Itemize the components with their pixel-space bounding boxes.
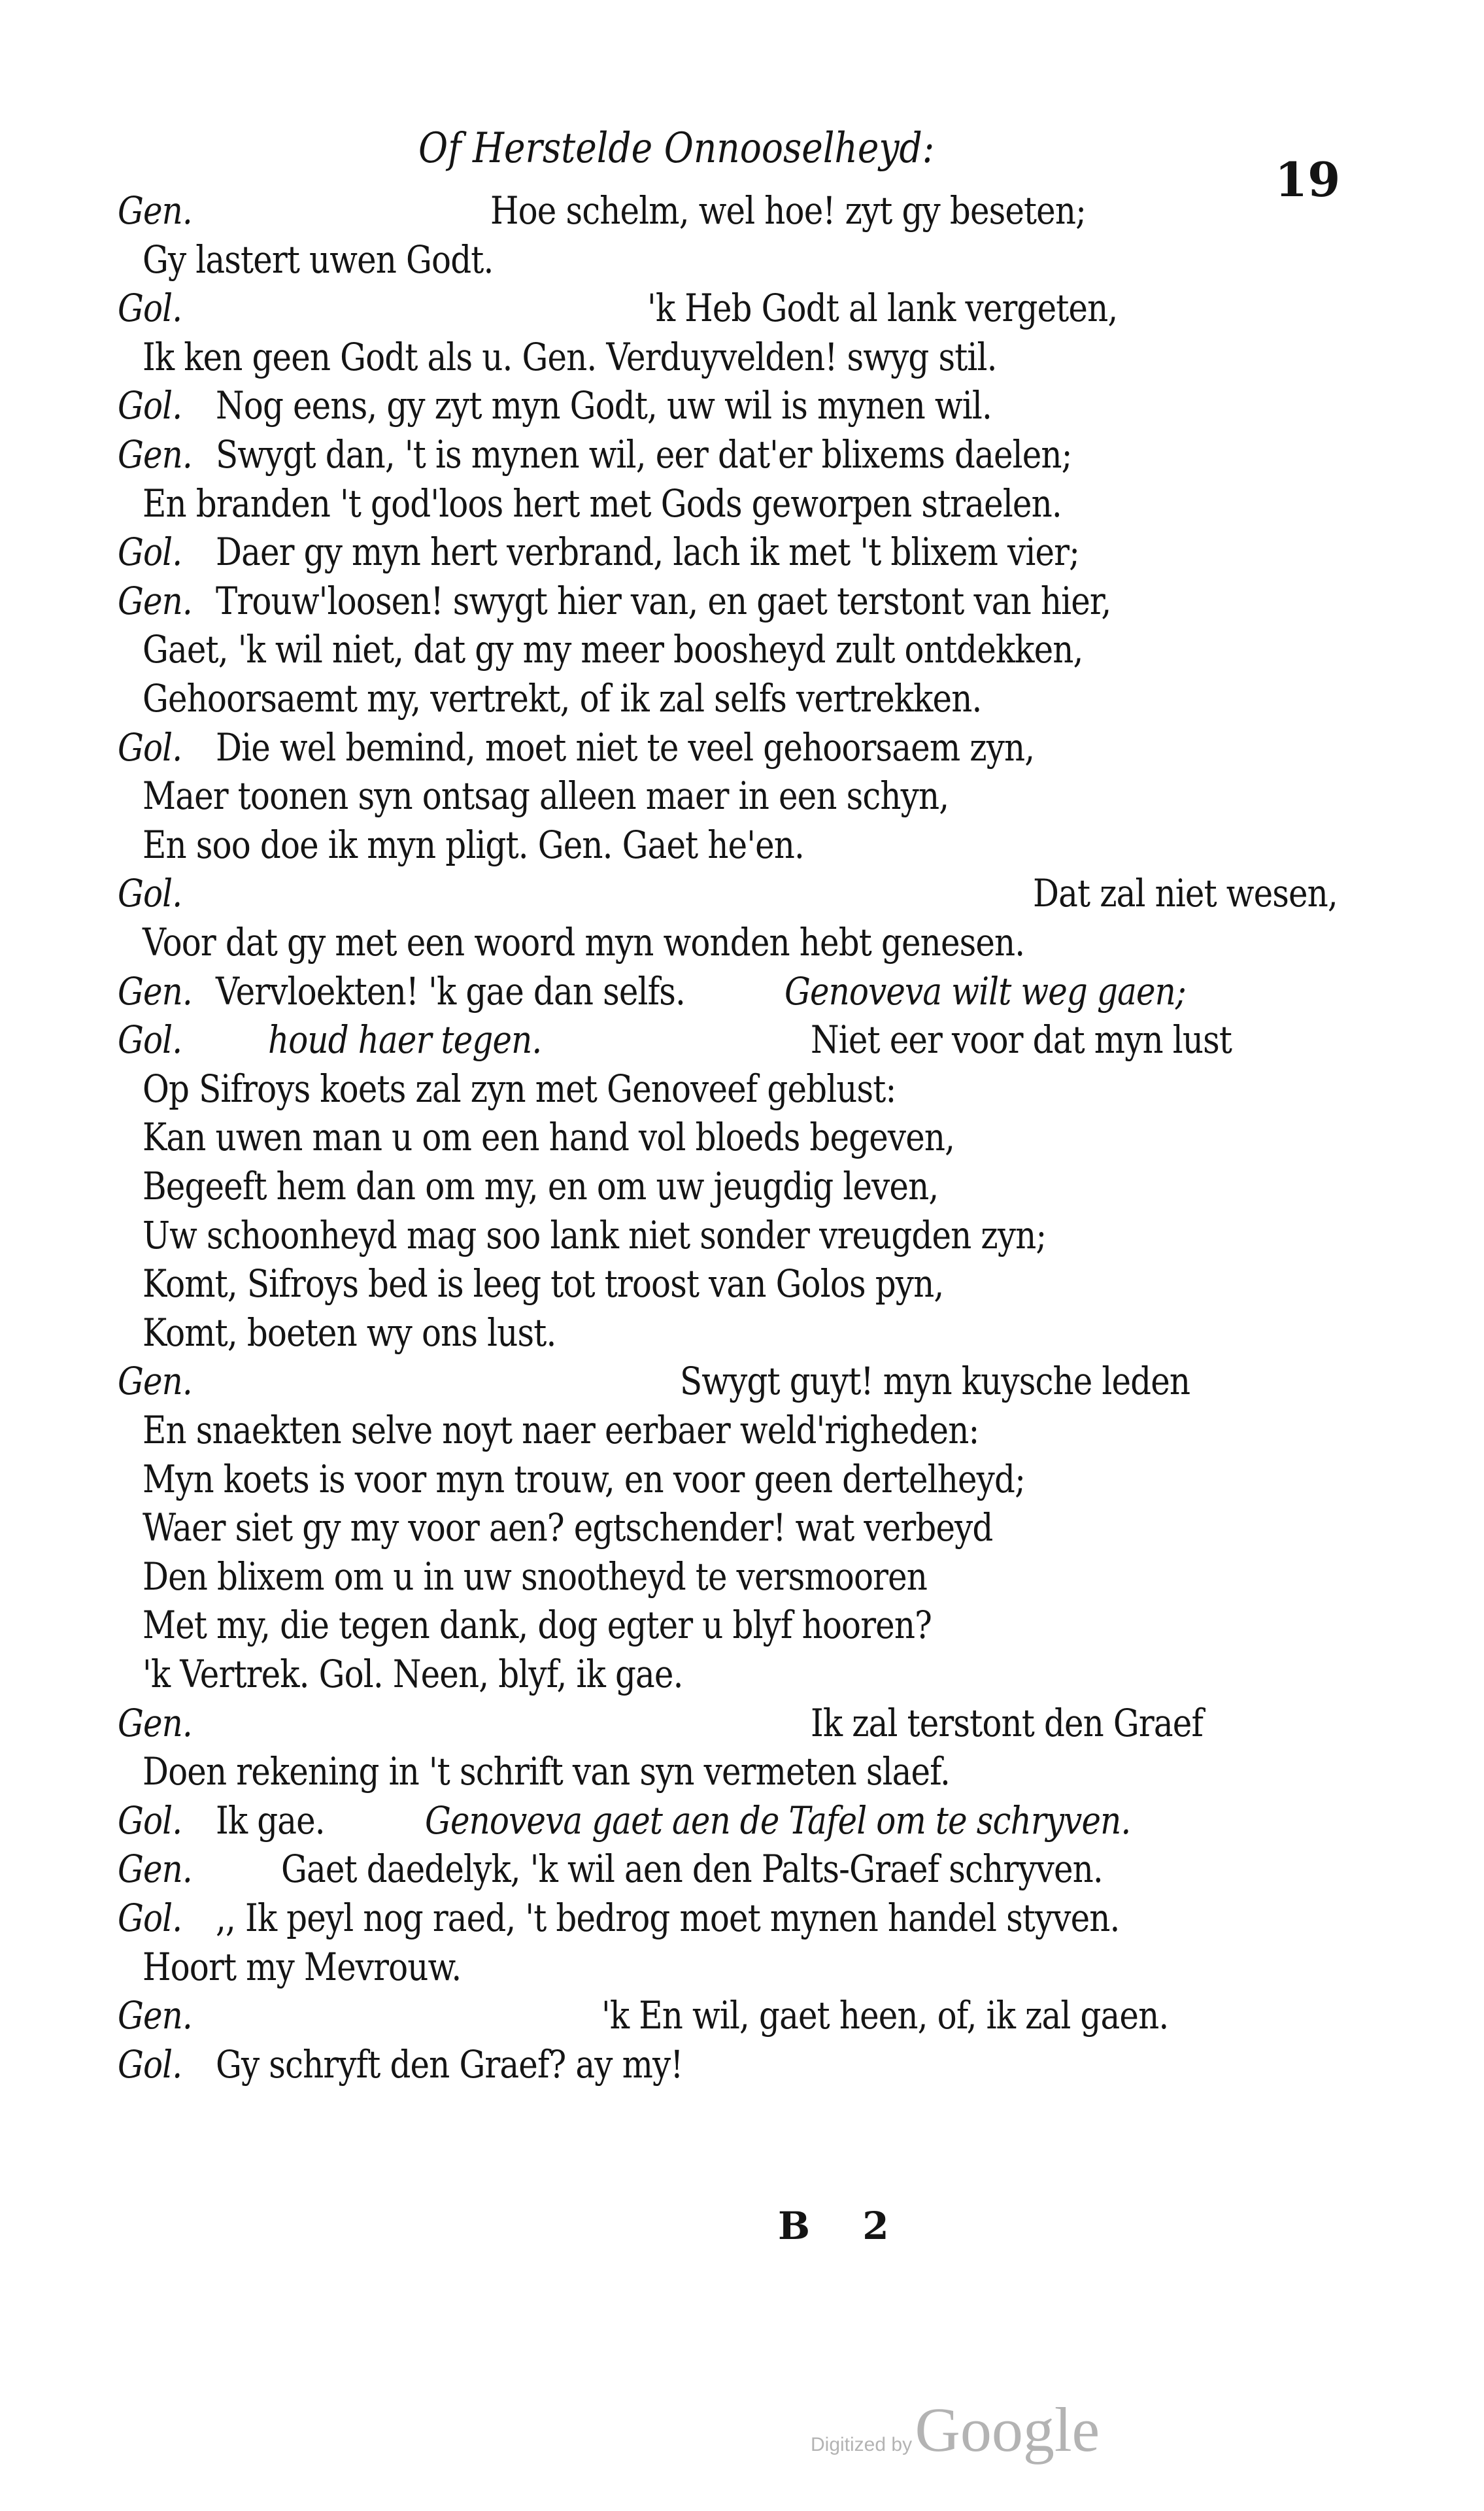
verse-text: Ik zal terstont den Graef: [810, 1701, 1204, 1745]
text-line: [118, 1892, 1186, 1944]
verse-text: Uw schoonheyd mag soo lank niet sonder vreugden zyn;: [143, 1213, 1047, 1257]
verse-text: ,, Ik peyl nog raed, 't bedrog moet mynen handel styven.: [215, 1896, 1120, 1940]
text-line: [118, 379, 1186, 432]
text-line: [143, 477, 1211, 530]
page-number: 19: [1275, 152, 1341, 207]
speaker-label: Gen.: [118, 432, 192, 477]
speaker-label: Gen.: [118, 1847, 192, 1891]
verse-text: Den blixem om u in uw snootheyd te versmooren: [143, 1554, 928, 1599]
digitized-watermark: [811, 2393, 1100, 2466]
text-line: [143, 1063, 1211, 1115]
verse-text: Niet eer voor dat myn lust: [810, 1017, 1232, 1062]
verse-text: 'k Vertrek. Gol. Neen, blyf, ik gae.: [143, 1652, 683, 1696]
speaker-label: Gol.: [118, 871, 182, 915]
verse-text: Met my, die tegen dank, dog egter u blyf hooren?: [143, 1603, 932, 1647]
text-line: [143, 1550, 1211, 1603]
text-line: [143, 1941, 1211, 1993]
text-line: [118, 1843, 1186, 1895]
stage-direction: houd haer tegen.: [267, 1017, 542, 1062]
text-line: [143, 1111, 1211, 1163]
speaker-label: Gol.: [118, 725, 182, 770]
verse-text: Swygt dan, 't is mynen wil, eer dat'er blixems daelen;: [215, 432, 1072, 477]
text-line: [118, 1989, 1186, 2041]
speaker-label: Gol.: [118, 286, 182, 330]
verse-text: Vervloekten! 'k gae dan selfs.: [215, 969, 685, 1014]
text-line: [118, 721, 1186, 774]
verse-text: 'k En wil, gaet heen, of, ik zal gaen.: [601, 1993, 1169, 2038]
text-line: [143, 770, 1211, 822]
verse-text: Trouw'loosen! swygt hier van, en gaet terstont van hier,: [215, 579, 1111, 623]
verse-text: Begeeft hem dan om my, en om uw jeugdig leven,: [143, 1164, 939, 1208]
text-line: [143, 1404, 1211, 1456]
speaker-label: Gol.: [118, 530, 182, 574]
text-line: [118, 1014, 1232, 1066]
text-line: [118, 282, 1186, 334]
verse-text: En snaekten selve noyt naer eerbaer weld'righeden:: [143, 1408, 979, 1452]
verse-text: 'k Heb Godt al lank vergeten,: [647, 286, 1118, 330]
stage-direction: Genoveva gaet aen de Tafel om te schryven.: [424, 1798, 1131, 1843]
text-line: [143, 1160, 1211, 1212]
text-line: [143, 1257, 1211, 1310]
google-logo: Google: [915, 2395, 1100, 2465]
text-line: [143, 819, 1211, 871]
verse-text: Doen rekening in 't schrift van syn vermeten slaef.: [143, 1749, 951, 1794]
verse-text: Op Sifroys koets zal zyn met Genoveef geblust:: [143, 1067, 896, 1111]
text-line: [143, 916, 1211, 968]
verse-text: Waer siet gy my voor aen? egtschender! wat verbeyd: [143, 1505, 993, 1550]
verse-text: Gaet, 'k wil niet, dat gy my meer boosheyd zult ontdekken,: [143, 627, 1083, 672]
signature-mark: B 2: [778, 2204, 909, 2248]
speaker-label: Gol.: [118, 383, 182, 428]
verse-text: Ik gae.: [215, 1798, 325, 1843]
verse-text: Hoort my Mevrouw.: [143, 1945, 462, 1989]
text-line: [118, 1794, 1186, 1847]
text-line: [143, 1745, 1211, 1798]
text-line: [143, 623, 1211, 675]
verse-text: Kan uwen man u om een hand vol bloeds begeven,: [143, 1115, 955, 1159]
text-line: [118, 428, 1186, 481]
text-line: [143, 672, 1211, 725]
verse-text: En branden 't god'loos hert met Gods geworpen straelen.: [143, 481, 1062, 526]
text-line: [143, 233, 1211, 286]
text-line: [118, 965, 1186, 1017]
speaker-label: Gol.: [118, 2042, 182, 2087]
verse-text: Gy lastert uwen Godt.: [143, 237, 494, 282]
text-line: [143, 1453, 1211, 1505]
verse-text: Daer gy myn hert verbrand, lach ik met 't blixem vier;: [215, 530, 1080, 574]
text-line: [143, 1501, 1211, 1554]
text-line: [143, 1599, 1211, 1651]
text-line: [118, 526, 1186, 578]
speaker-label: Gol.: [118, 1896, 182, 1940]
verse-text: Gy schryft den Graef? ay my!: [215, 2042, 683, 2087]
verse-text: Voor dat gy met een woord myn wonden hebt genesen.: [143, 920, 1025, 965]
watermark-prefix: Digitized by: [811, 2434, 913, 2455]
speaker-label: Gen.: [118, 579, 192, 623]
verse-text: Swygt guyt! myn kuysche leden: [680, 1359, 1190, 1403]
text-line: [143, 331, 1211, 383]
speaker-label: Gol.: [118, 1798, 182, 1843]
verse-text: Nog eens, gy zyt myn Godt, uw wil is mynen wil.: [215, 383, 992, 428]
verse-text: Komt, boeten wy ons lust.: [143, 1310, 556, 1355]
verse-text: Dat zal niet wesen,: [1032, 871, 1338, 915]
stage-direction: Genoveva wilt weg gaen;: [784, 969, 1186, 1014]
speaker-label: Gen.: [118, 1993, 192, 2038]
verse-text: En soo doe ik myn pligt. Gen. Gaet he'en.: [143, 823, 805, 867]
speaker-label: Gen.: [118, 188, 192, 233]
verse-text: Maer toonen syn ontsag alleen maer in een schyn,: [143, 774, 949, 818]
verse-text: Komt, Sifroys bed is leeg tot troost van Golos pyn,: [143, 1261, 944, 1306]
text-line: [118, 2038, 1186, 2091]
speaker-label: Gen.: [118, 1701, 192, 1745]
text-line: [143, 1307, 1211, 1359]
verse-text: Ik ken geen Godt als u. Gen. Verduyvelden! swyg stil.: [143, 335, 997, 379]
verse-text: Hoe schelm, wel hoe! zyt gy beseten;: [490, 188, 1087, 233]
running-header: Of Herstelde Onnooselheyd:: [418, 124, 935, 173]
text-line: [143, 1648, 1211, 1700]
text-line: [118, 1697, 1204, 1749]
verse-text: Die wel bemind, moet niet te veel gehoorsaem zyn,: [215, 725, 1035, 770]
verse-text: Gehoorsaemt my, vertrekt, of ik zal selfs vertrekken.: [143, 676, 982, 721]
speaker-label: Gol.: [118, 1017, 182, 1062]
speaker-label: Gen.: [118, 969, 192, 1014]
text-line: [118, 575, 1186, 627]
text-line: [118, 867, 1338, 919]
verse-text: Gaet daedelyk, 'k wil aen den Palts-Graef schryven.: [280, 1847, 1103, 1891]
text-line: [118, 1355, 1190, 1407]
text-line: [118, 184, 1186, 237]
verse-text: Myn koets is voor myn trouw, en voor geen dertelheyd;: [143, 1457, 1026, 1501]
text-line: [143, 1209, 1211, 1261]
speaker-label: Gen.: [118, 1359, 192, 1403]
